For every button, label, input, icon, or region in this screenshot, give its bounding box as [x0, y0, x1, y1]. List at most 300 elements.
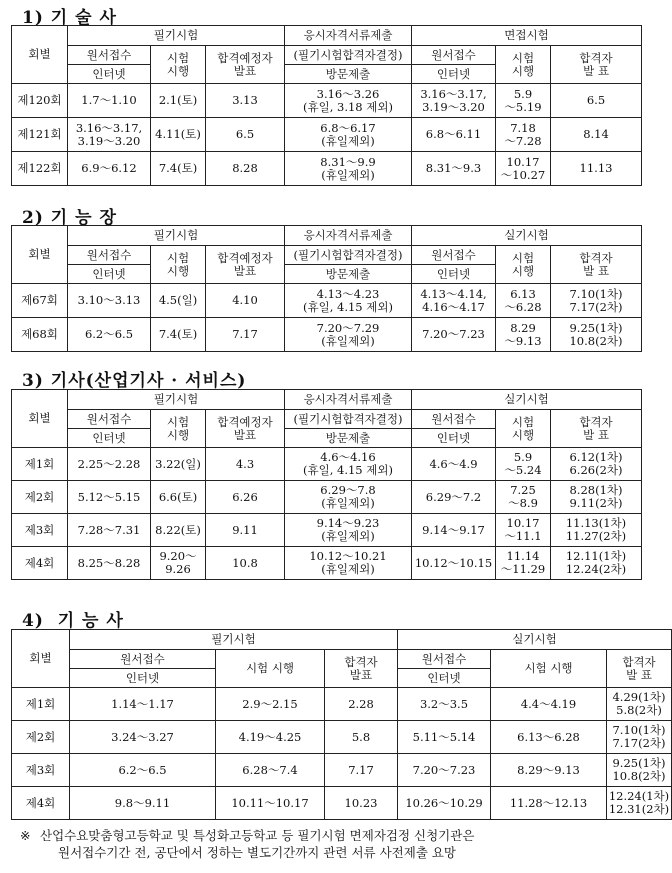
apply2-cell-line: 3.16～3.17,	[420, 86, 487, 101]
exam2-cell	[496, 118, 551, 152]
final-cell-line: 8.14	[583, 127, 609, 142]
schedule-table-craftsman	[11, 629, 672, 820]
final-cell-line: 12.31(2차)	[608, 802, 670, 816]
header-internet: 인터넷	[412, 429, 496, 448]
exam2-cell-line: 10.17	[506, 154, 540, 169]
exam2-cell	[496, 547, 551, 580]
header-final-pass	[551, 46, 642, 84]
docs-cell-line: 9.14～9.23	[316, 516, 380, 531]
apply-cell-line: 7.28～7.31	[77, 522, 141, 537]
exam2-cell-line: 7.18	[510, 120, 536, 135]
header-final-pass-line: 합격자	[579, 414, 613, 429]
pass-cell	[325, 721, 398, 754]
docs-cell	[285, 514, 412, 547]
header-docs-sub: (필기시험합격자결정)	[285, 410, 412, 429]
footnote	[20, 828, 630, 862]
docs-cell-line: (휴일제외)	[321, 562, 375, 576]
header-third-exam	[496, 410, 551, 448]
pass-cell-line: 5.8	[351, 729, 371, 744]
apply2-cell-line: 6.8～6.11	[425, 127, 482, 142]
header-internet: 인터넷	[70, 669, 216, 688]
docs-cell-line: 8.31～9.9	[320, 154, 376, 169]
header-round: 회별	[12, 390, 68, 448]
header-written: 필기시험	[68, 390, 285, 410]
header-written-exam-line: 시행	[166, 63, 190, 78]
exam2-cell	[491, 688, 607, 721]
header-expected-pass-line: 발표	[233, 63, 257, 78]
docs-cell-line: (휴일제외)	[321, 333, 375, 348]
apply-cell	[68, 152, 151, 186]
apply2-cell-line: 4.6～4.9	[429, 456, 478, 471]
final-cell-line: 10.8(2차)	[569, 333, 623, 348]
final-cell-line: 6.12(1차)	[569, 450, 623, 465]
apply2-cell	[412, 514, 496, 547]
header-final-pass-line: 발 표	[626, 667, 652, 682]
expected-cell-line: 4.10	[232, 293, 258, 308]
header-final-pass-line: 발 표	[583, 263, 609, 278]
header-practical: 실기시험	[398, 630, 672, 650]
apply2-cell-line: 10.26～10.29	[405, 795, 483, 810]
apply2-cell	[412, 118, 496, 152]
docs-cell	[285, 547, 412, 580]
exam2-cell-line: ～8.9	[508, 496, 538, 510]
header-pass	[325, 650, 398, 688]
header-written: 필기시험	[68, 226, 285, 246]
exam2-cell-line: 5.9	[513, 450, 533, 465]
exam2-cell-line: 8.29	[510, 320, 536, 335]
apply2-cell	[412, 84, 496, 118]
docs-cell-line: 10.12～10.21	[309, 549, 387, 564]
final-cell-line: 7.17(2차)	[612, 736, 666, 750]
header-internet: 인터넷	[68, 65, 151, 84]
exam-cell	[151, 152, 206, 186]
final-cell-line: 12.11(1차)	[565, 549, 627, 564]
header-expected-pass	[206, 46, 285, 84]
expected-cell-line: 8.28	[232, 161, 258, 176]
expected-cell	[206, 284, 285, 318]
exam-cell	[151, 448, 206, 481]
docs-cell	[285, 284, 412, 318]
expected-cell	[206, 118, 285, 152]
header-internet: 인터넷	[412, 65, 496, 84]
header-apply: 원서접수	[412, 46, 496, 65]
header-expected-pass	[206, 410, 285, 448]
exam-cell-line: 7.4(토)	[158, 327, 198, 342]
header-internet: 인터넷	[398, 669, 491, 688]
final-cell-line: 5.8(2차)	[616, 703, 662, 717]
header-written-exam-line: 시행	[166, 427, 190, 442]
docs-cell-line: 6.8～6.17	[320, 120, 376, 135]
header-written-exam	[151, 410, 206, 448]
exam-cell-line: 9.20～	[159, 549, 197, 564]
header-expected-pass-line: 합격예정자	[217, 250, 273, 265]
expected-cell	[206, 318, 285, 352]
exam-cell	[216, 721, 325, 754]
pass-cell-line: 2.28	[348, 696, 374, 711]
expected-cell-line: 7.17	[232, 327, 258, 342]
apply-cell	[70, 721, 216, 754]
header-exam: 시험 시행	[491, 650, 607, 688]
exam-cell	[151, 514, 206, 547]
header-apply: 원서접수	[68, 246, 151, 265]
apply-cell	[70, 754, 216, 787]
header-final-pass-line: 합격자	[622, 654, 656, 669]
expected-cell	[206, 84, 285, 118]
expected-cell-line: 10.8	[232, 555, 258, 570]
header-expected-pass-line: 합격예정자	[217, 50, 273, 65]
apply2-cell-line: 3.19～3.20	[422, 99, 485, 114]
header-third-exam-line: 시행	[511, 63, 535, 78]
exam-cell-line: 4.19～4.25	[238, 729, 302, 744]
header-round: 회별	[12, 226, 68, 284]
exam-cell-line: 2.1(토)	[158, 93, 198, 108]
header-final-pass-line: 발 표	[583, 63, 609, 78]
apply2-cell-line: 4.16～4.17	[422, 299, 485, 314]
expected-cell-line: 4.3	[235, 456, 255, 471]
header-internet: 인터넷	[68, 429, 151, 448]
exam-cell-line: 10.11～10.17	[231, 795, 309, 810]
exam-cell-line: 3.22(일)	[155, 456, 201, 471]
exam2-cell-line: 6.13	[510, 286, 536, 301]
apply2-cell	[398, 721, 491, 754]
apply-cell-line: 5.12～5.15	[77, 489, 141, 504]
docs-cell	[285, 152, 412, 186]
table-row	[12, 284, 642, 318]
round-cell: 제1회	[12, 448, 68, 481]
exam2-cell-line: ～7.28	[504, 133, 542, 148]
exam-cell-line: 4.5(일)	[158, 293, 198, 308]
apply2-cell-line: 7.20～7.23	[412, 762, 476, 777]
schedule-table-master-craftsman	[11, 225, 642, 352]
docs-cell-line: 4.6～4.16	[320, 450, 376, 465]
header-final-pass	[551, 410, 642, 448]
final-cell	[607, 721, 672, 754]
table-row	[12, 448, 642, 481]
apply2-cell-line: 3.2～3.5	[419, 696, 469, 711]
exam2-cell-line: 11.14	[506, 549, 540, 564]
final-cell-line: 7.17(2차)	[569, 299, 623, 314]
header-third: 면접시험	[412, 26, 642, 46]
apply2-cell	[398, 754, 491, 787]
expected-cell	[206, 547, 285, 580]
table-row	[12, 481, 642, 514]
header-written: 필기시험	[68, 26, 285, 46]
final-cell	[551, 481, 642, 514]
round-cell: 제4회	[12, 787, 70, 820]
header-apply: 원서접수	[70, 650, 216, 669]
final-cell-line: 10.8(2차)	[612, 769, 666, 783]
final-cell-line: 9.25(1차)	[612, 756, 666, 771]
apply2-cell	[412, 318, 496, 352]
section-title: 4) 기 능 사	[22, 611, 124, 631]
pass-cell	[325, 688, 398, 721]
exam-cell	[151, 118, 206, 152]
header-third-exam-line: 시험	[511, 250, 535, 265]
table-row	[12, 118, 642, 152]
exam-cell-line: 6.28～7.4	[242, 762, 298, 777]
exam2-cell	[496, 514, 551, 547]
exam-cell	[151, 547, 206, 580]
header-expected-pass	[206, 246, 285, 284]
docs-cell	[285, 481, 412, 514]
exam-cell-line: 2.9～2.15	[242, 696, 298, 711]
apply2-cell-line: 6.29～7.2	[425, 489, 482, 504]
final-cell-line: 9.25(1차)	[569, 320, 623, 335]
exam2-cell-line: ～5.24	[504, 463, 542, 477]
header-final-pass-line: 합격자	[579, 250, 613, 265]
apply2-cell-line: 8.31～9.3	[425, 161, 482, 176]
apply-cell-line: 3.19～3.20	[77, 133, 141, 148]
header-docs-sub: (필기시험합격자결정)	[285, 46, 412, 65]
apply-cell-line: 1.14～1.17	[111, 696, 174, 711]
exam-cell	[151, 84, 206, 118]
expected-cell-line: 3.13	[232, 93, 258, 108]
apply-cell	[68, 118, 151, 152]
header-written-exam	[151, 246, 206, 284]
header-docs-sub: (필기시험합격자결정)	[285, 246, 412, 265]
round-cell: 제3회	[12, 514, 68, 547]
schedule-table-engineer	[11, 389, 642, 580]
final-cell-line: 11.13	[579, 161, 613, 176]
exam2-cell-line: 6.13～6.28	[517, 729, 580, 744]
final-cell	[551, 284, 642, 318]
apply-cell	[68, 318, 151, 352]
exam2-cell-line: 8.29～9.13	[517, 762, 580, 777]
exam2-cell	[496, 448, 551, 481]
final-cell-line: 12.24(2차)	[565, 562, 627, 576]
apply2-cell	[412, 481, 496, 514]
header-written: 필기시험	[70, 630, 398, 650]
docs-cell-line: (휴일제외)	[321, 167, 375, 182]
final-cell-line: 6.26(2차)	[569, 463, 623, 477]
round-cell: 제67회	[12, 284, 68, 318]
header-internet: 인터넷	[412, 265, 496, 284]
round-cell: 제2회	[12, 481, 68, 514]
header-docs: 응시자격서류제출	[285, 226, 412, 246]
header-apply: 원서접수	[398, 650, 491, 669]
round-cell: 제120회	[12, 84, 68, 118]
docs-cell-line: 6.29～7.8	[320, 483, 376, 498]
apply-cell-line: 6.9～6.12	[81, 161, 137, 176]
apply-cell-line: 3.10～3.13	[77, 293, 141, 308]
header-final-pass-line: 발 표	[583, 427, 609, 442]
header-third-exam	[496, 46, 551, 84]
header-round: 회별	[12, 630, 70, 688]
note-line-1: 산업수요맞춤형고등학교 및 특성화고등학교 등 필기시험 면제자검정 신청기관은	[40, 828, 475, 843]
pass-cell-line: 10.23	[344, 795, 378, 810]
note-line-2: 원서접수기간 전, 공단에서 정하는 별도기간까지 관련 서류 사전제출 요망	[58, 844, 457, 860]
final-cell	[607, 688, 672, 721]
docs-cell-line: (휴일제외)	[321, 496, 375, 510]
section-title: 3) 기사(산업기사 · 서비스)	[22, 371, 247, 391]
header-third-exam-line: 시험	[511, 414, 535, 429]
final-cell-line: 7.10(1차)	[612, 723, 666, 738]
apply-cell-line: 3.16～3.17,	[75, 120, 143, 135]
final-cell	[551, 84, 642, 118]
header-written-exam	[151, 46, 206, 84]
apply2-cell-line: 4.13～4.14,	[420, 286, 487, 301]
exam-cell	[151, 318, 206, 352]
expected-cell	[206, 152, 285, 186]
header-final-pass	[607, 650, 672, 688]
note-mark: ※	[20, 828, 31, 843]
final-cell	[551, 118, 642, 152]
header-third-exam-line: 시행	[511, 263, 535, 278]
header-written-exam-line: 시행	[166, 263, 190, 278]
final-cell-line: 11.27(2차)	[565, 529, 627, 543]
exam-cell-line: 9.26	[165, 562, 191, 576]
apply2-cell-line: 5.11～5.14	[412, 729, 476, 744]
apply-cell-line: 6.2～6.5	[118, 762, 167, 777]
round-cell: 제4회	[12, 547, 68, 580]
expected-cell-line: 9.11	[232, 522, 258, 537]
expected-cell	[206, 514, 285, 547]
exam2-cell-line: 11.28～12.13	[509, 795, 588, 810]
apply2-cell-line: 9.14～9.17	[422, 522, 485, 537]
section-title: 1) 기 술 사	[22, 8, 117, 28]
docs-cell	[285, 84, 412, 118]
header-docs: 응시자격서류제출	[285, 390, 412, 410]
table-row	[12, 547, 642, 580]
apply-cell-line: 9.8～9.11	[114, 795, 171, 810]
docs-cell-line: (휴일제외)	[321, 133, 375, 148]
exam-cell	[216, 754, 325, 787]
exam2-cell-line: 10.17	[506, 516, 540, 531]
header-pass-line: 합격자	[344, 654, 378, 669]
exam2-cell	[491, 721, 607, 754]
header-third-exam-line: 시행	[511, 427, 535, 442]
final-cell-line: 8.28(1차)	[569, 483, 623, 498]
exam2-cell-line: ～6.28	[504, 299, 542, 314]
expected-cell-line: 6.5	[235, 127, 255, 142]
exam-cell-line: 6.6(토)	[158, 489, 198, 504]
exam-cell-line: 4.11(토)	[155, 127, 201, 142]
expected-cell-line: 6.26	[232, 489, 258, 504]
table-row	[12, 84, 642, 118]
apply2-cell	[398, 787, 491, 820]
pass-cell	[325, 787, 398, 820]
exam2-cell-line: 7.25	[510, 483, 536, 498]
exam2-cell-line: ～9.13	[504, 333, 542, 348]
exam2-cell	[496, 84, 551, 118]
header-round: 회별	[12, 26, 68, 84]
header-visit: 방문제출	[285, 65, 412, 84]
table-row	[12, 754, 672, 787]
exam2-cell-line: ～5.19	[504, 99, 542, 114]
pass-cell-line: 7.17	[348, 762, 374, 777]
section-title: 2) 기 능 장	[22, 208, 117, 228]
table-row	[12, 514, 642, 547]
header-apply: 원서접수	[412, 246, 496, 265]
final-cell-line: 7.10(1차)	[569, 286, 623, 301]
final-cell	[551, 514, 642, 547]
final-cell-line: 12.24(1차)	[608, 789, 670, 804]
docs-cell	[285, 118, 412, 152]
table-row	[12, 688, 672, 721]
header-final-pass	[551, 246, 642, 284]
apply-cell-line: 6.2～6.5	[84, 327, 134, 342]
exam-cell	[216, 688, 325, 721]
round-cell: 제1회	[12, 688, 70, 721]
apply2-cell	[412, 284, 496, 318]
header-written-exam-line: 시험	[166, 414, 190, 429]
apply-cell	[68, 448, 151, 481]
apply2-cell-line: 10.12～10.15	[414, 555, 493, 570]
header-expected-pass-line: 발표	[233, 427, 257, 442]
exam2-cell-line: ～10.27	[500, 167, 546, 182]
exam2-cell-line: ～11.29	[500, 562, 546, 576]
header-apply: 원서접수	[68, 46, 151, 65]
final-cell	[551, 152, 642, 186]
apply-cell	[70, 787, 216, 820]
table-row	[12, 318, 642, 352]
apply2-cell	[398, 688, 491, 721]
final-cell	[551, 318, 642, 352]
header-internet: 인터넷	[68, 265, 151, 284]
final-cell	[551, 547, 642, 580]
apply-cell	[68, 547, 151, 580]
final-cell-line: 9.11(2차)	[569, 496, 623, 510]
header-exam: 시험 시행	[216, 650, 325, 688]
apply-cell	[68, 84, 151, 118]
apply2-cell-line: 7.20～7.23	[422, 327, 485, 342]
exam2-cell	[496, 481, 551, 514]
header-third-exam-line: 시험	[511, 50, 535, 65]
final-cell-line: 4.29(1차)	[612, 690, 666, 705]
apply-cell	[68, 284, 151, 318]
round-cell: 제122회	[12, 152, 68, 186]
exam2-cell-line: ～11.1	[504, 529, 542, 543]
header-third: 실기시험	[412, 390, 642, 410]
table-row	[12, 787, 672, 820]
exam-cell-line: 7.4(토)	[158, 161, 198, 176]
exam2-cell	[496, 318, 551, 352]
header-visit: 방문제출	[285, 265, 412, 284]
docs-cell-line: 4.13～4.23	[316, 286, 380, 301]
docs-cell-line: (휴일, 3.18 제외)	[303, 99, 393, 114]
round-cell: 제3회	[12, 754, 70, 787]
header-docs: 응시자격서류제출	[285, 26, 412, 46]
header-visit: 방문제출	[285, 429, 412, 448]
exam2-cell	[496, 152, 551, 186]
apply-cell-line: 2.25～2.28	[77, 456, 141, 471]
expected-cell	[206, 448, 285, 481]
header-pass-line: 발표	[349, 667, 373, 682]
table-row	[12, 152, 642, 186]
exam-cell	[216, 787, 325, 820]
pass-cell	[325, 754, 398, 787]
apply2-cell	[412, 547, 496, 580]
docs-cell-line: 3.16～3.26	[316, 86, 380, 101]
final-cell-line: 6.5	[586, 93, 606, 108]
header-written-exam-line: 시험	[166, 250, 190, 265]
exam2-cell	[496, 284, 551, 318]
docs-cell	[285, 318, 412, 352]
header-apply: 원서접수	[412, 410, 496, 429]
header-apply: 원서접수	[68, 410, 151, 429]
apply-cell	[68, 514, 151, 547]
apply-cell	[68, 481, 151, 514]
round-cell: 제68회	[12, 318, 68, 352]
exam2-cell-line: 5.9	[513, 86, 533, 101]
exam-cell	[151, 284, 206, 318]
docs-cell	[285, 448, 412, 481]
round-cell: 제2회	[12, 721, 70, 754]
apply2-cell	[412, 448, 496, 481]
header-expected-pass-line: 발표	[233, 263, 257, 278]
docs-cell-line: 7.20～7.29	[316, 320, 380, 335]
header-third-exam	[496, 246, 551, 284]
